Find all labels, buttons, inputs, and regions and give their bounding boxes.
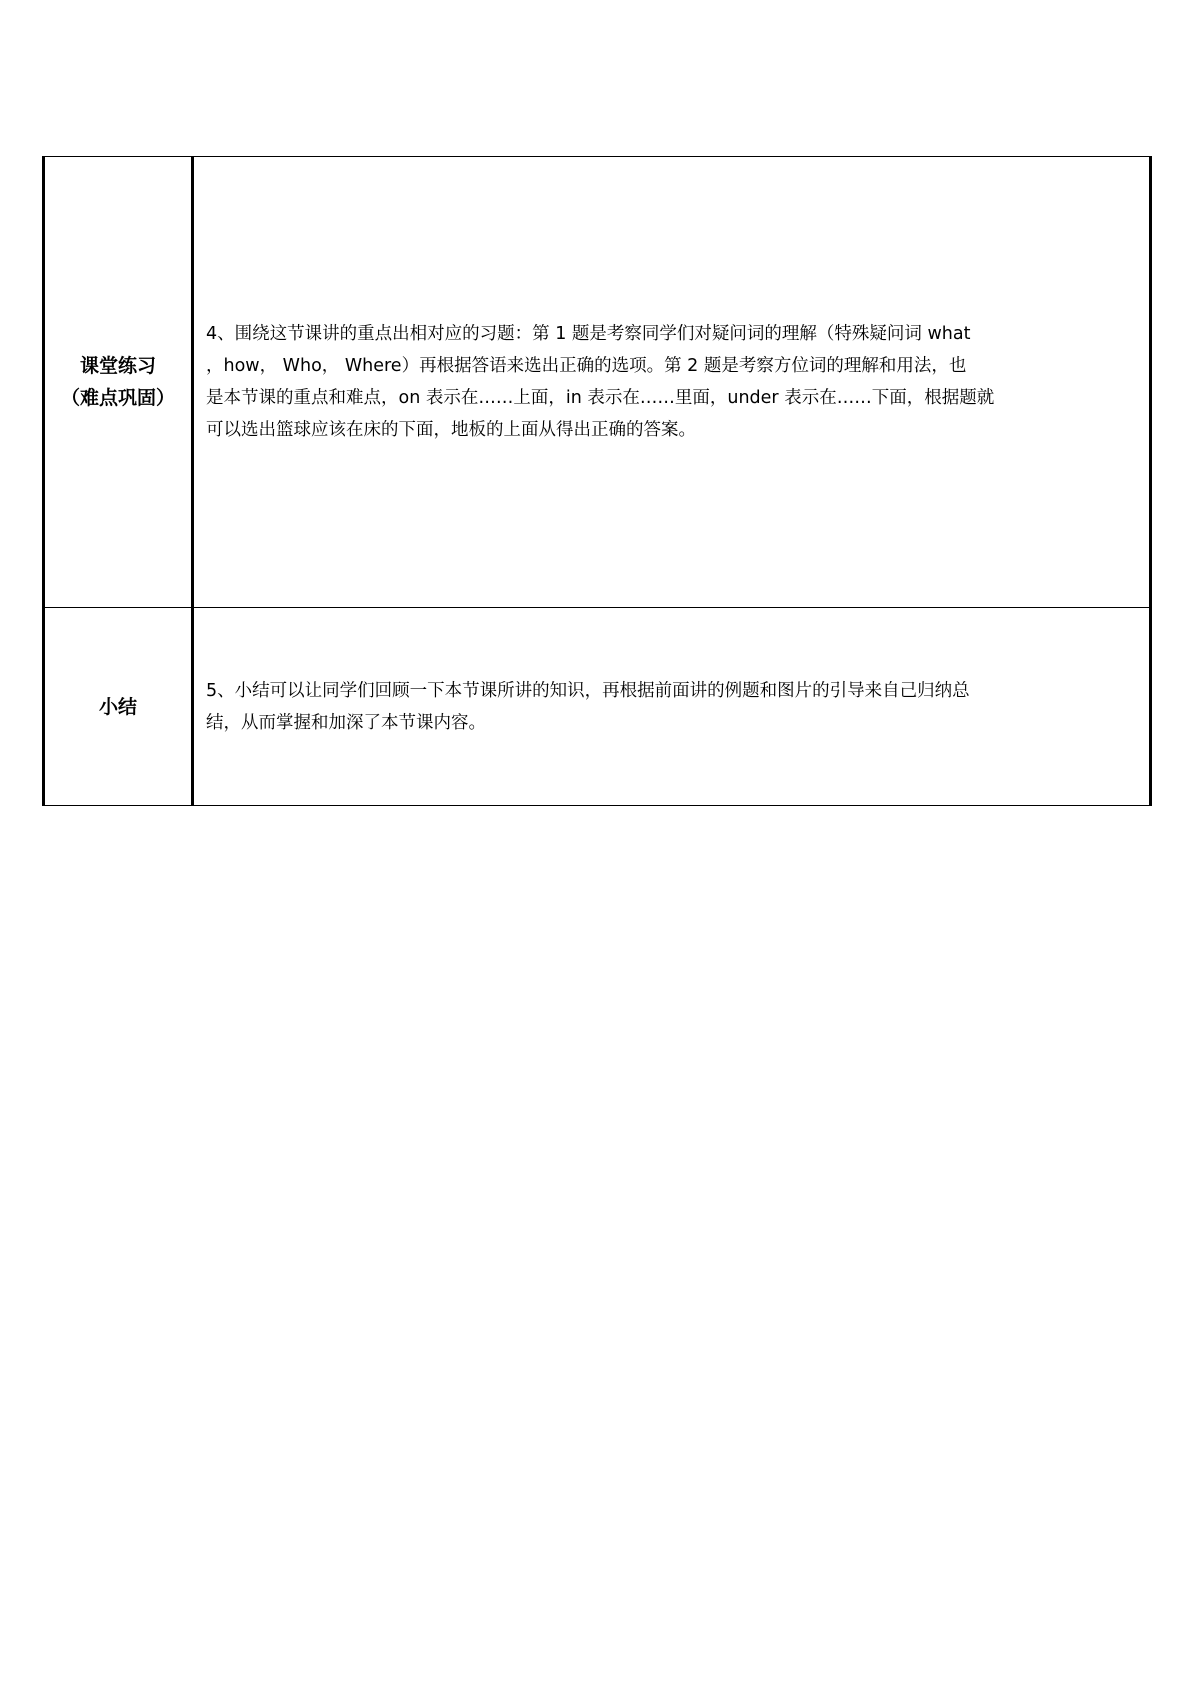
row-label-practice-line1: 课堂练习: [79, 355, 156, 377]
table-row-practice: [44, 157, 1151, 608]
row-label-summary: [44, 608, 193, 806]
row-label-summary-line1: 小结: [98, 695, 137, 718]
table-row-summary: [44, 608, 1151, 806]
summary-description: 5、小结可以让同学们回顾一下本节课所讲的知识，再根据前面讲的例题和图片的引导来自己归纳总 结，从而掌握和加深了本节课内容。: [206, 680, 970, 733]
row-content-practice: [193, 157, 1151, 608]
row-content-summary: [193, 608, 1151, 806]
row-label-practice: [44, 157, 193, 608]
practice-description: 4、围绕这节课讲的重点出相对应的习题：第 1 题是考察同学们对疑问词的理解（特殊疑问词 what ，how， Who， Where）再根据答语来选出正确的选项。第 2 题是考察方位词的理解和用法，也 是本节课的重点和难点，on 表示在……上面，in 表示在……里面，under 表示在……下面，根据题就 可以选出篮球应该在床的下面，地板的上面从得出正确的答案。: [206, 324, 995, 440]
row-label-practice-line2: （难点巩固）: [60, 387, 175, 409]
lesson-plan-table: [42, 156, 1152, 806]
